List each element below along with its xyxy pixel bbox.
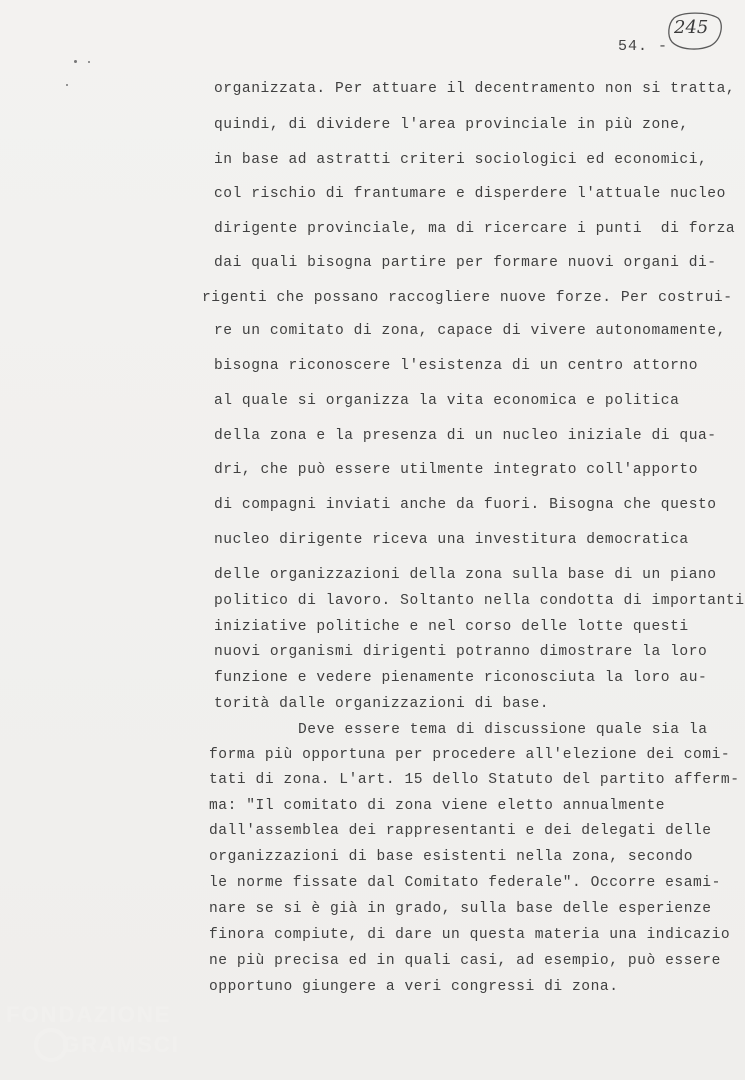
text-line: quindi, di dividere l'area provinciale in più zone, xyxy=(214,117,689,133)
paper-speck xyxy=(66,84,68,86)
text-line: in base ad astratti criteri sociologici ed economici, xyxy=(214,152,708,168)
text-line: re un comitato di zona, capace di vivere autonomamente, xyxy=(214,323,726,339)
paper-speck xyxy=(74,60,77,63)
text-line: della zona e la presenza di un nucleo iniziale di qua- xyxy=(214,428,717,444)
text-line: dall'assemblea dei rappresentanti e dei delegati delle xyxy=(209,823,712,839)
text-line: ne più precisa ed in quali casi, ad esempio, può essere xyxy=(209,953,721,969)
page-number: 54. - xyxy=(618,38,669,55)
watermark-top-text: FONDAZIONE xyxy=(6,1002,172,1027)
watermark-logo xyxy=(4,1002,204,1072)
text-line: al quale si organizza la vita economica e politica xyxy=(214,393,680,409)
text-line: organizzata. Per attuare il decentramento non si tratta, xyxy=(214,81,736,97)
text-line: di compagni inviati anche da fuori. Bisogna che questo xyxy=(214,497,717,513)
text-line: nuovi organismi dirigenti potranno dimostrare la loro xyxy=(214,644,708,660)
text-line: dai quali bisogna partire per formare nuovi organi di- xyxy=(214,255,717,271)
text-line: Deve essere tema di discussione quale sia la xyxy=(298,722,708,738)
text-line: forma più opportuna per procedere all'elezione dei comi- xyxy=(209,747,731,763)
text-line: delle organizzazioni della zona sulla base di un piano xyxy=(214,567,717,583)
text-line: nucleo dirigente riceva una investitura democratica xyxy=(214,532,689,548)
watermark-bottom-text: GRAMSCI xyxy=(62,1032,180,1057)
text-line: tati di zona. L'art. 15 dello Statuto del partito afferm- xyxy=(209,772,740,788)
text-line: funzione e vedere pienamente riconosciuta la loro au- xyxy=(214,670,708,686)
text-line: politico di lavoro. Soltanto nella condotta di importanti xyxy=(214,593,745,609)
archive-number-text: 245 xyxy=(674,17,709,38)
text-line: dirigente provinciale, ma di ricercare i punti di forza xyxy=(214,221,736,237)
text-line: torità dalle organizzazioni di base. xyxy=(214,696,550,712)
text-line: opportuno giungere a veri congressi di zona. xyxy=(209,979,619,995)
text-line: dri, che può essere utilmente integrato coll'apporto xyxy=(214,462,698,478)
text-line: iniziative politiche e nel corso delle lotte questi xyxy=(214,619,689,635)
text-line: le norme fissate dal Comitato federale". Occorre esami- xyxy=(209,875,721,891)
archive-number-stamp xyxy=(666,10,724,52)
text-line: nare se si è già in grado, sulla base delle esperienze xyxy=(209,901,712,917)
text-line: organizzazioni di base esistenti nella zona, secondo xyxy=(209,849,693,865)
text-line: finora compiute, di dare un questa materia una indicazio xyxy=(209,927,731,943)
paper-speck xyxy=(88,61,90,63)
text-line: rigenti che possano raccogliere nuove forze. Per costrui- xyxy=(202,290,733,306)
text-line: bisogna riconoscere l'esistenza di un centro attorno xyxy=(214,358,698,374)
text-line: col rischio di frantumare e disperdere l'attuale nucleo xyxy=(214,186,726,202)
text-line: ma: "Il comitato di zona viene eletto annualmente xyxy=(209,798,666,814)
